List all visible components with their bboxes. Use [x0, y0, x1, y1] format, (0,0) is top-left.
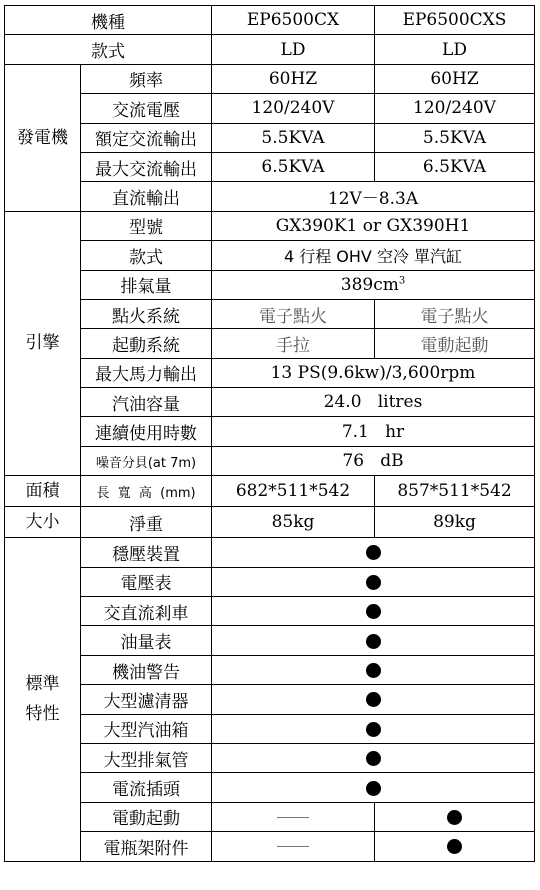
table-row: [5, 211, 535, 240]
generator-group-label: 發電機: [5, 64, 81, 211]
row-label: 長 寬 高 (mm): [81, 476, 212, 507]
cell-value: [212, 270, 535, 299]
cell-value: 682*511*542: [212, 476, 375, 507]
row-label: 電瓶架附件: [81, 832, 212, 861]
type-row: [5, 35, 535, 64]
standard-group-line-2: 特性: [25, 704, 60, 725]
cell-value: 13 PS(9.6kw)/3,600rpm: [212, 358, 535, 387]
table-row: [5, 538, 535, 567]
row-label: 大型排氣管: [81, 743, 212, 772]
cell-value: 12V－8.3A: [212, 182, 535, 211]
cell-value: 電子點火: [375, 299, 535, 328]
feature-cell: [212, 597, 535, 626]
table-row: [5, 388, 535, 417]
row-label: 頻率: [81, 64, 212, 93]
row-label: 電壓表: [81, 567, 212, 596]
row-label: 電動起動: [81, 802, 212, 831]
included-dot-icon: [366, 663, 381, 678]
cell-value: 7.1 hr: [212, 417, 535, 446]
row-label: 排氣量: [81, 270, 212, 299]
row-label: 油量表: [81, 626, 212, 655]
cell-value: 85kg: [212, 507, 375, 538]
included-dot-icon: [366, 545, 381, 560]
row-label: 額定交流輸出: [81, 123, 212, 152]
table-row: [5, 507, 535, 538]
row-label: 淨重: [81, 507, 212, 538]
cell-value: 89kg: [375, 507, 535, 538]
table-row: [5, 94, 535, 123]
standard-group-line-1: 標準: [25, 674, 60, 695]
cell-value: 5.5KVA: [375, 123, 535, 152]
feature-cell: [212, 685, 535, 714]
table-row: [5, 270, 535, 299]
included-dot-icon: [366, 634, 381, 649]
included-dot-icon: [366, 751, 381, 766]
row-label: 噪音分貝(at 7m): [81, 446, 212, 475]
table-row: [5, 597, 535, 626]
cell-value: 60HZ: [375, 64, 535, 93]
table-row: [5, 446, 535, 475]
cell-value: 電動起動: [375, 329, 535, 358]
included-dot-icon: [447, 839, 462, 854]
row-label: 最大馬力輸出: [81, 358, 212, 387]
feature-cell: [375, 832, 535, 861]
cell-value: 6.5KVA: [212, 152, 375, 181]
table-row: [5, 152, 535, 181]
row-label: 電流插頭: [81, 773, 212, 802]
cell-value: 手拉: [212, 329, 375, 358]
feature-cell: [212, 655, 535, 684]
feature-cell: [212, 626, 535, 655]
row-label: 汽油容量: [81, 388, 212, 417]
feature-cell: [212, 714, 535, 743]
cell-value: 5.5KVA: [212, 123, 375, 152]
type-header-label: 款式: [5, 35, 212, 64]
model-name-2: EP6500CXS: [375, 6, 535, 35]
table-row: [5, 655, 535, 684]
unit-superscript: 3: [398, 275, 406, 287]
included-dot-icon: [366, 604, 381, 619]
cell-value: 6.5KVA: [375, 152, 535, 181]
cell-value: 857*511*542: [375, 476, 535, 507]
not-included-dash-icon: [277, 846, 309, 847]
type-value-2: LD: [375, 35, 535, 64]
included-dot-icon: [366, 575, 381, 590]
row-label: 型號: [81, 211, 212, 240]
model-name-1: EP6500CX: [212, 6, 375, 35]
engine-group-label: 引擎: [5, 211, 81, 476]
table-row: [5, 773, 535, 802]
cell-value: GX390K1 or GX390H1: [212, 211, 535, 240]
row-label: 款式: [81, 241, 212, 270]
table-row: [5, 182, 535, 211]
table-row: [5, 802, 535, 831]
cell-value: 120/240V: [375, 94, 535, 123]
included-dot-icon: [366, 781, 381, 796]
table-row: [5, 714, 535, 743]
table-row: [5, 832, 535, 861]
row-label: 穩壓裝置: [81, 538, 212, 567]
size-group-label-2: 大小: [5, 507, 81, 538]
table-row: [5, 123, 535, 152]
cell-value: 電子點火: [212, 299, 375, 328]
cell-value: 4 行程 OHV 空冷 單汽缸: [212, 241, 535, 270]
cell-value: 120/240V: [212, 94, 375, 123]
feature-cell: [212, 832, 375, 861]
cell-value: 24.0 litres: [212, 388, 535, 417]
table-row: [5, 476, 535, 507]
size-group-label-1: 面積: [5, 476, 81, 507]
type-value-1: LD: [212, 35, 375, 64]
row-label: 大型濾清器: [81, 685, 212, 714]
table-row: [5, 299, 535, 328]
row-label: 連續使用時數: [81, 417, 212, 446]
displacement-value: 389cm: [340, 274, 399, 295]
table-row: [5, 567, 535, 596]
row-label: 最大交流輸出: [81, 152, 212, 181]
row-label: 機油警告: [81, 655, 212, 684]
feature-cell: [212, 802, 375, 831]
table-row: [5, 626, 535, 655]
model-row: [5, 6, 535, 35]
table-row: [5, 64, 535, 93]
feature-cell: [212, 538, 535, 567]
model-header-label: 機種: [5, 6, 212, 35]
row-label: 交流電壓: [81, 94, 212, 123]
table-row: [5, 417, 535, 446]
feature-cell: [212, 743, 535, 772]
table-row: [5, 329, 535, 358]
included-dot-icon: [447, 810, 462, 825]
not-included-dash-icon: [277, 817, 309, 818]
included-dot-icon: [366, 722, 381, 737]
feature-cell: [375, 802, 535, 831]
cell-value: 60HZ: [212, 64, 375, 93]
table-row: [5, 685, 535, 714]
included-dot-icon: [366, 692, 381, 707]
table-row: [5, 241, 535, 270]
row-label: 起動系統: [81, 329, 212, 358]
spec-table: [4, 5, 535, 862]
feature-cell: [212, 567, 535, 596]
table-row: [5, 358, 535, 387]
table-row: [5, 743, 535, 772]
row-label: 大型汽油箱: [81, 714, 212, 743]
row-label: 交直流剎車: [81, 597, 212, 626]
row-label: 直流輸出: [81, 182, 212, 211]
feature-cell: [212, 773, 535, 802]
row-label: 點火系統: [81, 299, 212, 328]
standard-group-label: [5, 538, 81, 861]
cell-value: 76 dB: [212, 446, 535, 475]
